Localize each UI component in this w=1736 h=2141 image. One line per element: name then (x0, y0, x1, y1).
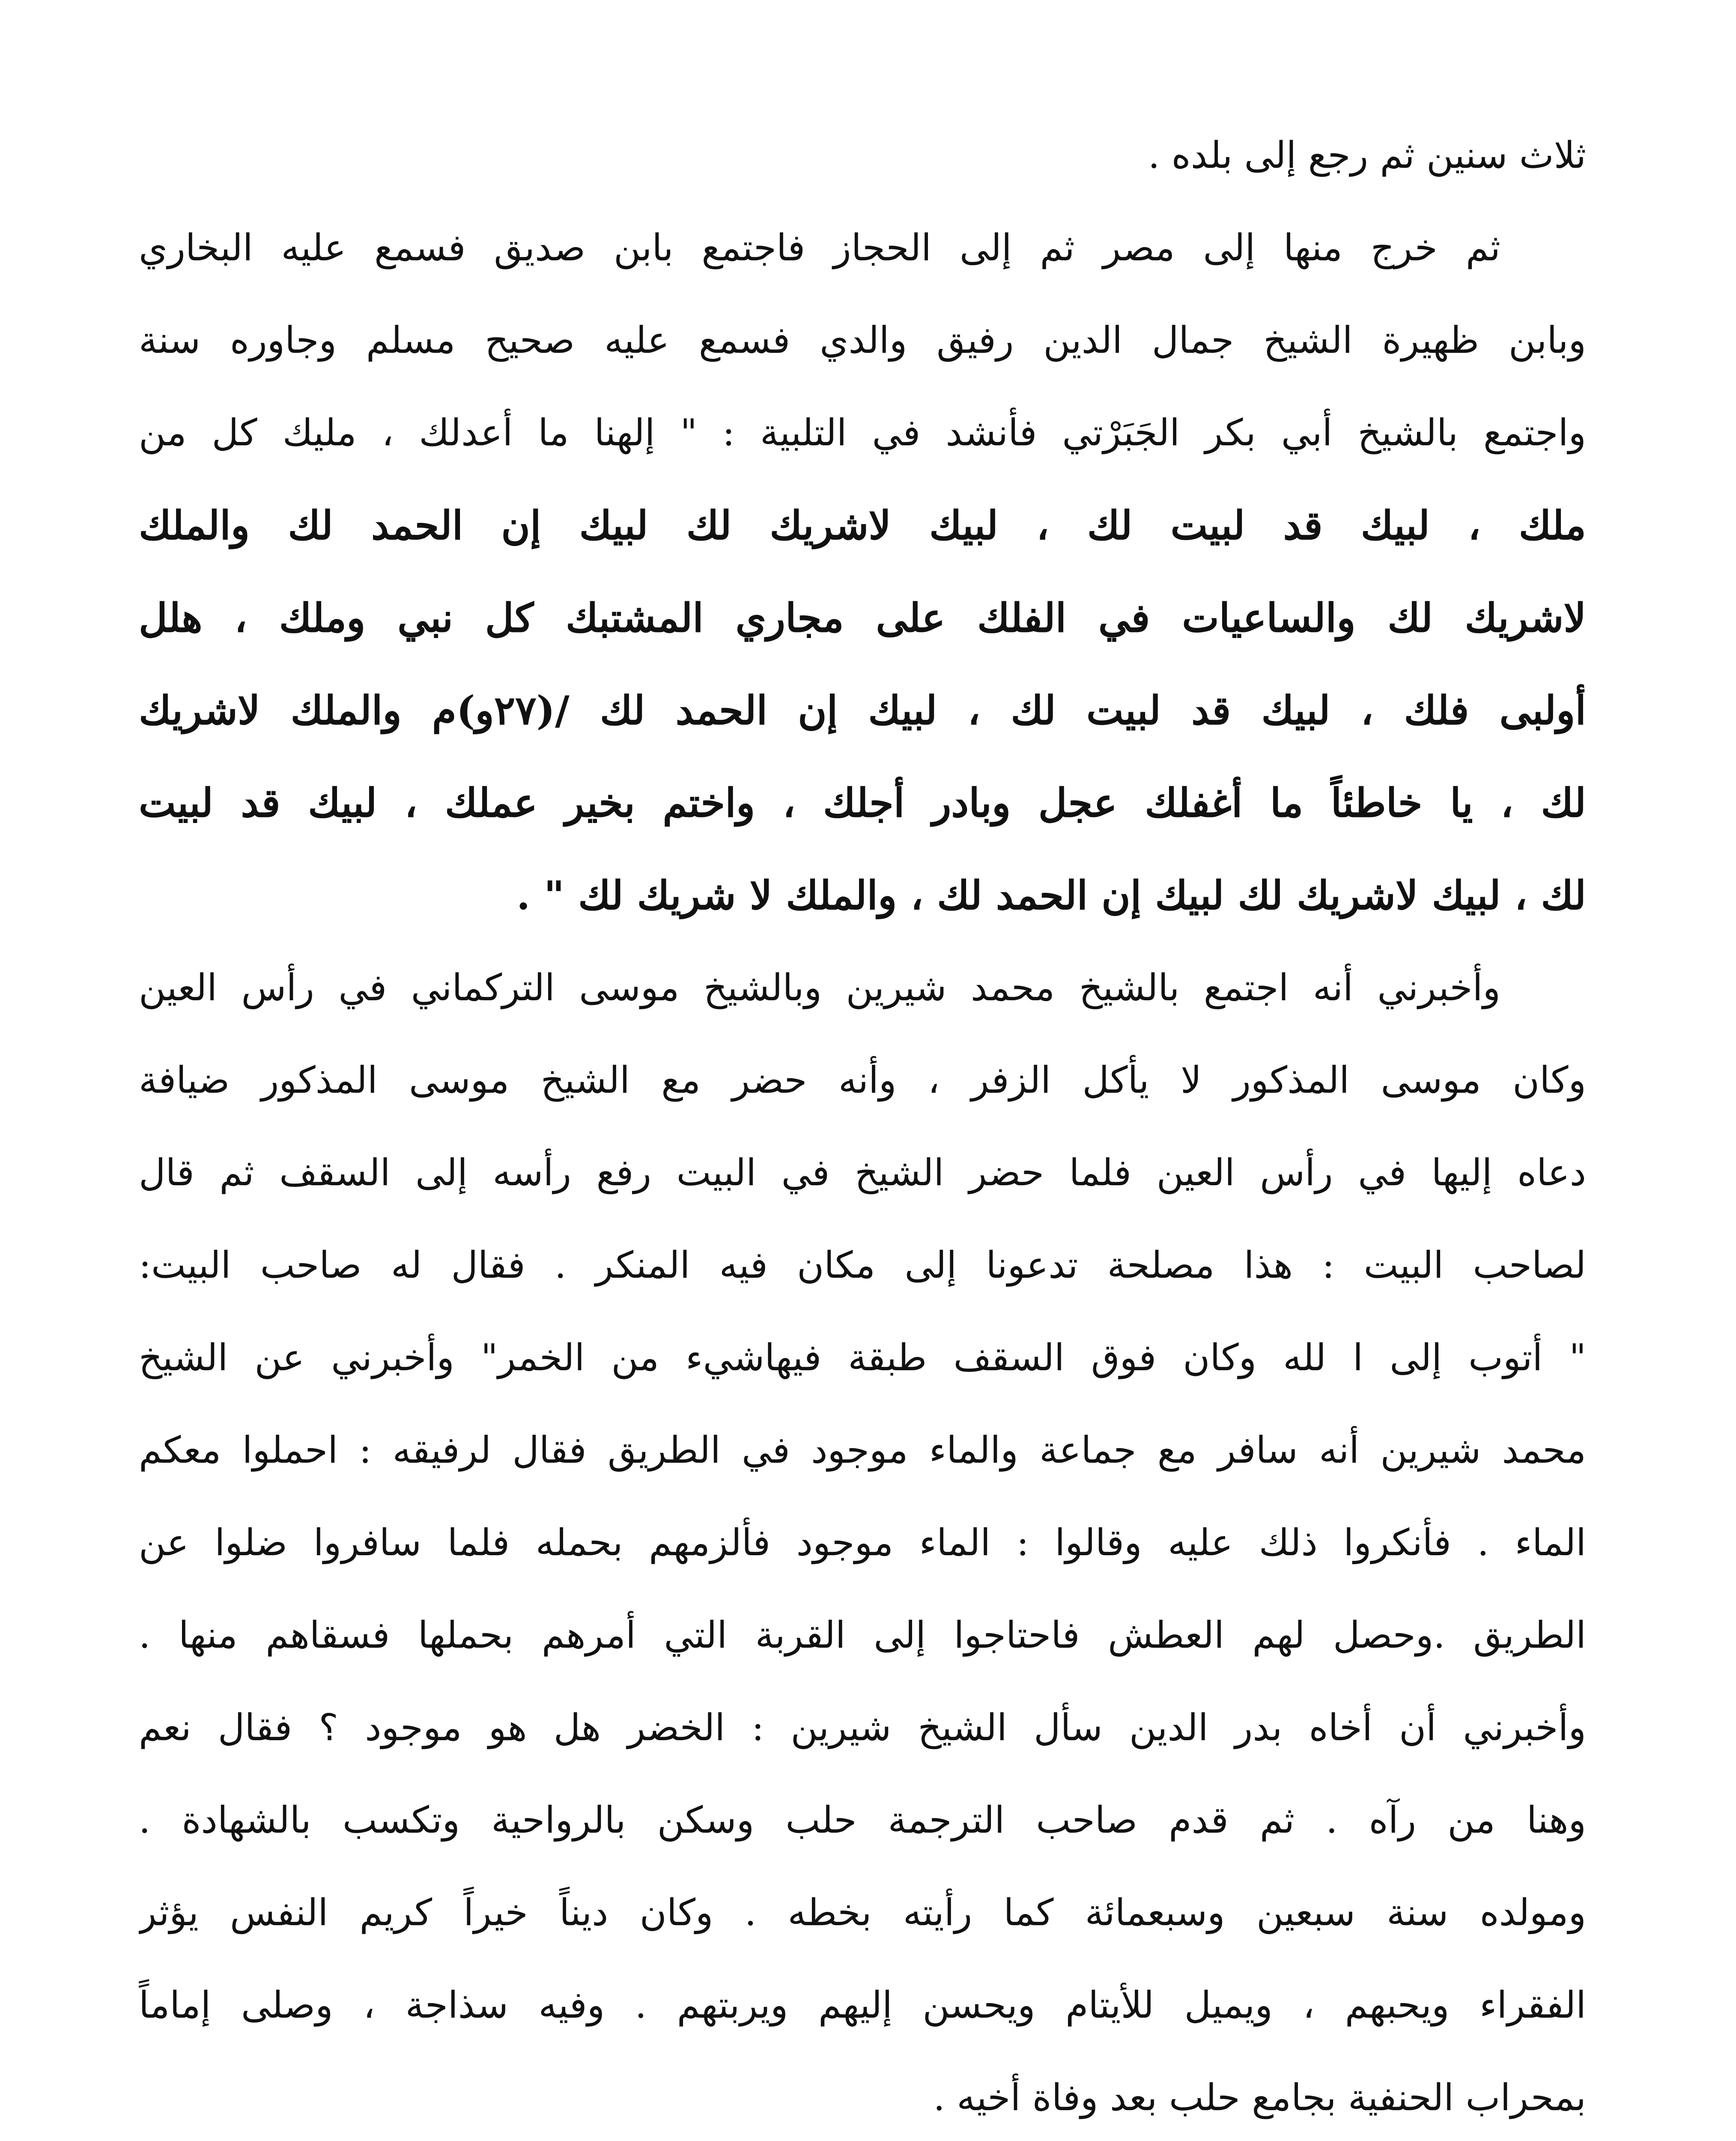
text-line-12: دعاه إليها في رأس العين فلما حضر الشيخ في البيت رفع رأسه إلى السقف ثم قال (139, 1151, 1586, 1194)
text-line-8: لك ، يا خاطئاً ما أغفلك عجل وبادر أجلك ، واختم بخير عملك ، لبيك قد لبيت (139, 780, 1586, 826)
text-line-9: لك ، لبيك لاشريك لك لبيك إن الحمد لك ، والملك لا شريك لك " . (516, 872, 1586, 918)
text-line-6: لاشريك لك والساعيات في الفلك على مجاري المشتبك كل نبي وملك ، هلل (139, 595, 1586, 641)
text-line-19: وهنا من رآه . ثم قدم صاحب الترجمة حلب وسكن بالرواحية وتكسب بالشهادة . (139, 1799, 1586, 1842)
text-line-21: الفقراء ويحبهم ، ويميل للأيتام ويحسن إليهم ويربتهم . وفيه سذاجة ، وصلى إماماً (139, 1984, 1586, 2027)
text-line-18: وأخبرني أن أخاه بدر الدين سأل الشيخ شيرين : الخضر هل هو موجود ؟ فقال نعم (139, 1706, 1586, 1749)
text-line-10: وأخبرني أنه اجتمع بالشيخ محمد شيرين وبالشيخ موسى التركماني في رأس العين (139, 966, 1500, 1009)
text-line-7: أولبى فلك ، لبيك قد لبيت لك ، لبيك إن الحمد لك /(٢٧و)م والملك لاشريك (139, 687, 1586, 734)
text-line-2: ثم خرج منها إلى مصر ثم إلى الحجاز فاجتمع بابن صديق فسمع عليه البخاري (139, 227, 1500, 269)
body-text (139, 109, 1586, 2141)
text-line-16: الماء . فأنكروا ذلك عليه وقالوا : الماء موجود فألزمهم بحمله فلما سافروا ضلوا عن (139, 1521, 1586, 1564)
text-line-4: واجتمع بالشيخ أبي بكر الجَبَرْتي فأنشد في التلبية : " إلهنا ما أعدلك ، مليك كل من (139, 412, 1586, 454)
text-line-11: وكان موسى المذكور لا يأكل الزفر ، وأنه حضر مع الشيخ موسى المذكور ضيافة (139, 1059, 1586, 1102)
text-line-20: ومولده سنة سبعين وسبعمائة كما رأيته بخطه . وكان ديناً خيراً كريم النفس يؤثر (139, 1891, 1586, 1934)
text-line-1: ثلاث سنين ثم رجع إلى بلده . (1148, 134, 1586, 177)
text-line-3: وبابن ظهيرة الشيخ جمال الدين رفيق والدي فسمع عليه صحيح مسلم وجاوره سنة (139, 319, 1586, 362)
text-line-15: محمد شيرين أنه سافر مع جماعة والماء موجود في الطريق فقال لرفيقه : احملوا معكم (139, 1429, 1586, 1472)
text-line-5: ملك ، لبيك قد لبيت لك ، لبيك لاشريك لك لبيك إن الحمد لك والملك (139, 502, 1586, 549)
text-line-13: لصاحب البيت : هذا مصلحة تدعونا إلى مكان فيه المنكر . فقال له صاحب البيت: (139, 1244, 1586, 1287)
text-line-17: الطريق .وحصل لهم العطش فاحتاجوا إلى القربة التي أمرهم بحملها فسقاهم منها . (139, 1614, 1586, 1657)
text-line-14: " أتوب إلى ا لله وكان فوق السقف طبقة فيهاشيء من الخمر" وأخبرني عن الشيخ (139, 1336, 1586, 1379)
text-line-22: بمحراب الحنفية بجامع حلب بعد وفاة أخيه . (933, 2076, 1586, 2119)
